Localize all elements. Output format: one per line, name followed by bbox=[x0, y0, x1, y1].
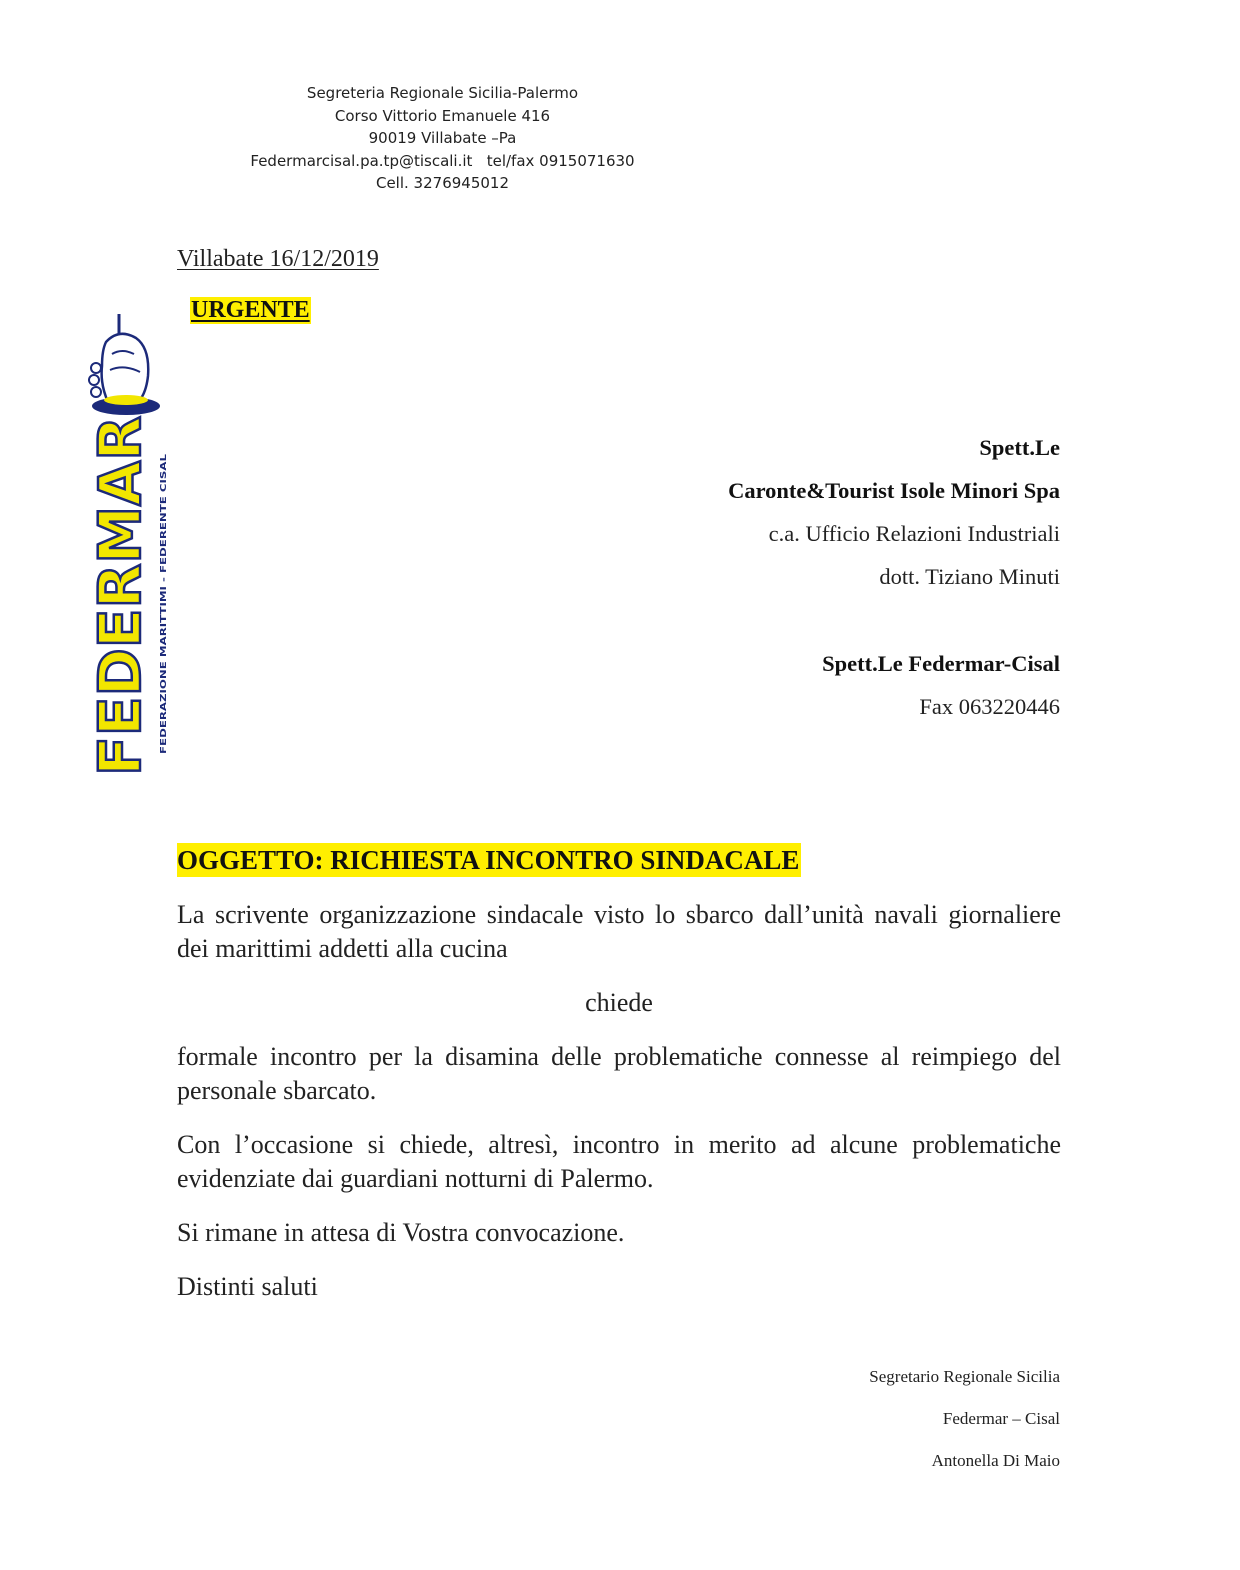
signature-block bbox=[869, 1363, 1060, 1489]
letterhead-cell: Cell. 3276945012 bbox=[375, 174, 509, 192]
recipient-salutation: Spett.Le bbox=[979, 435, 1060, 460]
letter-date: Villabate 16/12/2019 bbox=[177, 246, 379, 272]
recipient-office: c.a. Ufficio Relazioni Industriali bbox=[768, 521, 1060, 546]
recipient-fax: Fax 063220446 bbox=[919, 694, 1060, 719]
recipient-person: dott. Tiziano Minuti bbox=[879, 564, 1060, 589]
letterhead-office: Segreteria Regionale Sicilia-Palermo bbox=[306, 84, 579, 102]
body-request-word: chiede bbox=[585, 988, 653, 1017]
body-paragraph: Si rimane in attesa di Vostra convocazione. bbox=[177, 1218, 625, 1247]
subject-line: OGGETTO: RICHIESTA INCONTRO SINDACALE bbox=[177, 845, 800, 875]
signature-organization: Federmar – Cisal bbox=[942, 1409, 1060, 1428]
recipient-union: Spett.Le Federmar-Cisal bbox=[822, 651, 1060, 676]
signature-title: Segretario Regionale Sicilia bbox=[869, 1367, 1060, 1386]
letterhead-city: 90019 Villabate –Pa bbox=[368, 129, 517, 147]
closing-salutation: Distinti saluti bbox=[177, 1272, 318, 1301]
letterhead bbox=[200, 82, 685, 195]
letterhead-contact: Federmarcisal.pa.tp@tiscali.it tel/fax 0915071630 bbox=[250, 151, 635, 170]
body-paragraph: La scrivente organizzazione sindacale visto lo sbarco dall’unità navali giornaliere dei marittimi addetti alla cucina bbox=[177, 900, 1061, 963]
signature-name: Antonella Di Maio bbox=[931, 1451, 1060, 1470]
logo-wordmark: FEDERMAR bbox=[86, 417, 154, 776]
body-paragraph: Con l’occasione si chiede, altresì, incontro in merito ad alcune problematiche evidenziate dai guardiani notturni di Palermo. bbox=[177, 1130, 1061, 1193]
ship-anchor-icon bbox=[89, 314, 160, 415]
federmar-logo bbox=[84, 314, 176, 784]
logo-subtitle: FEDERAZIONE MARITTIMI - FEDERENTE CISAL bbox=[159, 549, 168, 754]
urgent-label: URGENTE bbox=[191, 297, 310, 323]
body-paragraph: formale incontro per la disamina delle problematiche connesse al reimpiego del personale sbarcato. bbox=[177, 1042, 1061, 1105]
recipient-company: Caronte&Tourist Isole Minori Spa bbox=[728, 478, 1060, 503]
letterhead-address: Corso Vittorio Emanuele 416 bbox=[334, 106, 551, 125]
recipients-block bbox=[728, 430, 1060, 732]
